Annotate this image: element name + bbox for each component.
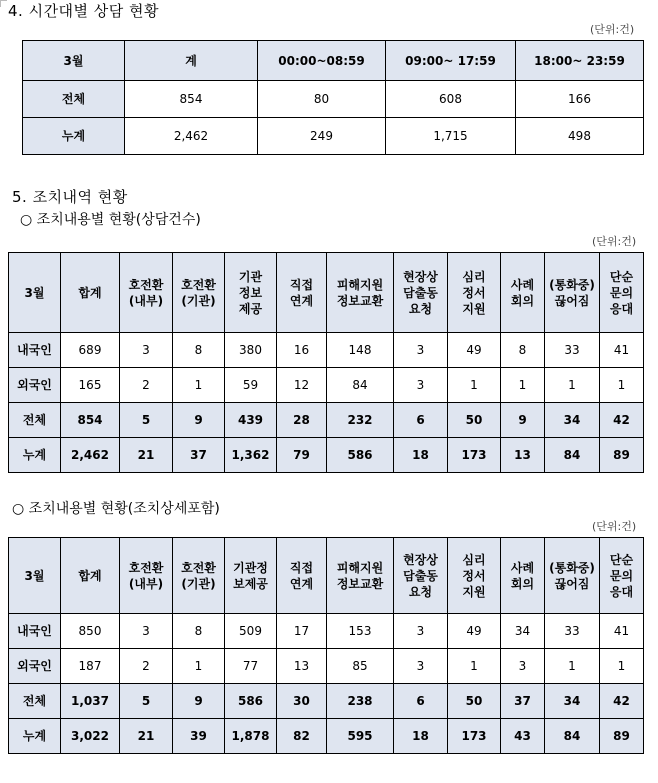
header-cell: 기관 정보 제공 [225,253,277,333]
table-cell: 1 [600,649,644,684]
table-cell: 5 [120,684,173,719]
table-cell: 18 [394,438,448,473]
table-cell: 854 [61,403,120,438]
table-cell: 1,037 [61,684,120,719]
table-cell: 30 [277,684,327,719]
table-cell: 6 [394,684,448,719]
action-table-detail [8,537,644,754]
table-cell: 21 [120,438,173,473]
header-cell: 호전환 (내부) [120,538,173,614]
table-row [9,403,644,438]
table-cell: 187 [61,649,120,684]
header-cell: 단순 문의 응대 [600,253,644,333]
table-cell: 595 [327,719,394,754]
table-cell: 1 [545,649,600,684]
table-cell: 42 [600,403,644,438]
row-label: 누계 [23,118,125,155]
table-cell: 1 [501,368,545,403]
table-row [9,614,644,649]
table-cell: 3 [120,614,173,649]
table-cell: 9 [501,403,545,438]
header-cell: 호전환 (기관) [173,538,225,614]
table-row [9,438,644,473]
header-cell: 심리 정서 지원 [448,253,501,333]
table-cell: 18 [394,719,448,754]
header-cell: 3월 [9,253,61,333]
table-cell: 1,362 [225,438,277,473]
table-cell: 89 [600,438,644,473]
table-cell: 13 [277,649,327,684]
sub1-unit: (단위:건) [592,235,637,248]
table-cell: 380 [225,333,277,368]
table-cell: 439 [225,403,277,438]
table-cell: 1 [173,368,225,403]
time-table-header-row [23,41,644,81]
table-header-row [9,538,644,614]
table-cell: 689 [61,333,120,368]
header-cell: 합계 [61,538,120,614]
table-cell: 3 [120,333,173,368]
table-cell: 586 [225,684,277,719]
table-cell: 8 [173,333,225,368]
table-cell: 2 [120,649,173,684]
table-cell: 2 [120,368,173,403]
action-table-consult [8,252,644,473]
header-cell: 피해지원 정보교환 [327,538,394,614]
table-cell: 50 [448,403,501,438]
table-cell: 49 [448,333,501,368]
time-table [22,40,644,155]
row-label: 전체 [9,403,61,438]
table-cell: 249 [258,118,386,155]
row-label: 누계 [9,719,61,754]
table-cell: 173 [448,719,501,754]
page-corner-mark [0,0,7,7]
table-cell: 33 [545,333,600,368]
table-cell: 41 [600,333,644,368]
table-row [23,118,644,155]
table-cell: 1 [545,368,600,403]
table-cell: 80 [258,81,386,118]
table-cell: 3 [394,333,448,368]
table-cell: 2,462 [125,118,258,155]
row-label: 내국인 [9,614,61,649]
header-cell: (통화중) 끊어짐 [545,253,600,333]
header-cell: 기관정 보제공 [225,538,277,614]
table-cell: 43 [501,719,545,754]
table-cell: 9 [173,684,225,719]
header-cell: 심리 정서 지원 [448,538,501,614]
table-cell: 59 [225,368,277,403]
table-cell: 1,715 [386,118,516,155]
row-label: 누계 [9,438,61,473]
table-cell: 3 [394,614,448,649]
table-cell: 17 [277,614,327,649]
table-cell: 85 [327,649,394,684]
section5-title: 5. 조치내역 현황 [12,188,128,206]
table-cell: 42 [600,684,644,719]
table-cell: 84 [545,719,600,754]
table-cell: 238 [327,684,394,719]
table-cell: 232 [327,403,394,438]
header-cell: 사례 회의 [501,253,545,333]
table-row [9,649,644,684]
table-cell: 37 [173,438,225,473]
table-cell: 5 [120,403,173,438]
time-header-cell: 3월 [23,41,125,81]
header-cell: 단순 문의 응대 [600,538,644,614]
table-cell: 166 [516,81,644,118]
table-cell: 84 [327,368,394,403]
table-cell: 1 [448,649,501,684]
table-cell: 89 [600,719,644,754]
table-row [23,81,644,118]
header-cell: 직접 연계 [277,538,327,614]
table-cell: 148 [327,333,394,368]
time-header-cell: 18:00~ 23:59 [516,41,644,81]
table-cell: 3 [501,649,545,684]
header-cell: 현장상 담출동 요청 [394,253,448,333]
table-row [9,719,644,754]
header-cell: 현장상 담출동 요청 [394,538,448,614]
table-cell: 6 [394,403,448,438]
table-cell: 3,022 [61,719,120,754]
table-cell: 1,878 [225,719,277,754]
header-cell: 호전환 (기관) [173,253,225,333]
table-cell: 41 [600,614,644,649]
row-label: 내국인 [9,333,61,368]
table-cell: 153 [327,614,394,649]
time-header-cell: 09:00~ 17:59 [386,41,516,81]
table-cell: 82 [277,719,327,754]
row-label: 전체 [9,684,61,719]
table-cell: 39 [173,719,225,754]
table-cell: 498 [516,118,644,155]
table-cell: 1 [173,649,225,684]
table-cell: 8 [173,614,225,649]
table-cell: 13 [501,438,545,473]
row-label: 외국인 [9,368,61,403]
time-header-cell: 00:00~08:59 [258,41,386,81]
table-row [9,333,644,368]
table-row [9,368,644,403]
header-cell: 3월 [9,538,61,614]
table-cell: 854 [125,81,258,118]
table-cell: 509 [225,614,277,649]
table-cell: 34 [545,684,600,719]
table-cell: 3 [394,368,448,403]
table-cell: 34 [545,403,600,438]
table-cell: 79 [277,438,327,473]
header-cell: 피해지원 정보교환 [327,253,394,333]
table-cell: 16 [277,333,327,368]
header-cell: (통화중) 끊어짐 [545,538,600,614]
header-cell: 호전환 (내부) [120,253,173,333]
table-cell: 165 [61,368,120,403]
time-header-cell: 계 [125,41,258,81]
table-cell: 12 [277,368,327,403]
table-cell: 33 [545,614,600,649]
table-cell: 28 [277,403,327,438]
table-cell: 50 [448,684,501,719]
section4-unit: (단위:건) [590,23,635,36]
table-cell: 37 [501,684,545,719]
row-label: 외국인 [9,649,61,684]
sub1-title: ○ 조치내용별 현황(상담건수) [20,212,201,228]
section4-title: 4. 시간대별 상담 현황 [8,2,160,20]
table-cell: 2,462 [61,438,120,473]
table-cell: 173 [448,438,501,473]
row-label: 전체 [23,81,125,118]
table-cell: 1 [448,368,501,403]
table-cell: 9 [173,403,225,438]
header-cell: 직접 연계 [277,253,327,333]
table-cell: 21 [120,719,173,754]
table-cell: 77 [225,649,277,684]
table-cell: 49 [448,614,501,649]
table-cell: 608 [386,81,516,118]
table-cell: 586 [327,438,394,473]
table-cell: 850 [61,614,120,649]
header-cell: 합계 [61,253,120,333]
table-cell: 3 [394,649,448,684]
table-row [9,684,644,719]
table-cell: 1 [600,368,644,403]
table-cell: 34 [501,614,545,649]
sub2-title: ○ 조치내용별 현황(조치상세포함) [12,501,220,517]
table-cell: 84 [545,438,600,473]
table-cell: 8 [501,333,545,368]
header-cell: 사례 회의 [501,538,545,614]
table-header-row [9,253,644,333]
sub2-unit: (단위:건) [592,520,637,533]
